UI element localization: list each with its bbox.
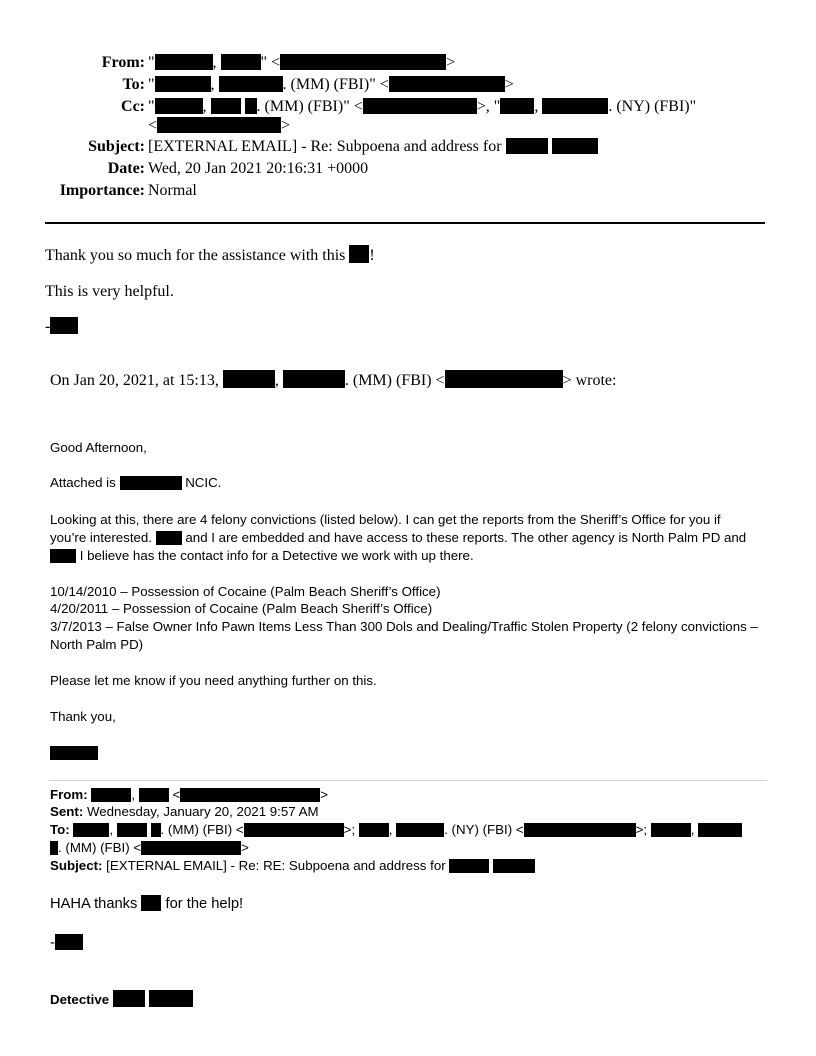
redaction-block xyxy=(50,317,78,334)
redaction-block xyxy=(219,76,283,92)
redaction-block xyxy=(651,823,691,837)
redaction-block xyxy=(223,370,275,388)
redaction-block xyxy=(359,823,389,837)
conviction-item: 4/20/2011 – Possession of Cocaine (Palm Beach Sheriff’s Office) xyxy=(50,601,433,616)
redaction-block xyxy=(156,531,182,545)
redaction-block xyxy=(244,823,344,837)
redaction-block xyxy=(221,54,261,70)
redaction-block xyxy=(211,98,241,114)
redaction-block xyxy=(91,788,131,802)
header-importance-row xyxy=(0,182,816,202)
conviction-item: 3/7/2013 – False Owner Info Pawn Items Less Than 300 Dols and Dealing/Traffic Stolen Property (2 felony convictions – xyxy=(50,619,758,634)
redaction-block xyxy=(120,476,182,490)
redaction-block xyxy=(542,98,608,114)
redaction-block xyxy=(283,370,345,388)
header-from-row xyxy=(0,54,816,74)
redaction-block xyxy=(389,76,505,92)
greeting: Good Afternoon, xyxy=(50,440,147,455)
redaction-block xyxy=(552,138,598,154)
redaction-block xyxy=(50,841,58,855)
conviction-item: 10/14/2010 – Possession of Cocaine (Palm Beach Sheriff’s Office) xyxy=(50,584,441,599)
from-value: " , " < > xyxy=(148,54,456,71)
convictions-para-line1: Looking at this, there are 4 felony convictions (listed below). I can get the reports from the Sheriff’s Office for you if xyxy=(50,512,721,527)
header-subject-row xyxy=(0,138,816,158)
further-line: Please let me know if you need anything further on this. xyxy=(50,673,377,688)
header-divider xyxy=(45,222,765,224)
to-value: " , . (MM) (FBI)" < > xyxy=(148,76,514,93)
redaction-block xyxy=(50,549,76,563)
convictions-para-line2: you’re interested. and I are embedded and have access to these reports. The other agency is North Palm PD and xyxy=(50,530,747,545)
redaction-block xyxy=(493,859,535,873)
redaction-block xyxy=(445,370,563,388)
cc-value-line2: < > xyxy=(148,117,291,134)
cc-value: " , . (MM) (FBI)" < >, " , . (NY) (FBI)" xyxy=(148,98,697,115)
importance-value: Normal xyxy=(148,182,197,199)
quoted-signature xyxy=(50,745,98,760)
redaction-block xyxy=(117,823,147,837)
forward-to-row-line2: . (MM) (FBI) < > xyxy=(50,840,249,855)
redaction-block xyxy=(73,823,109,837)
forward-sent-row: Sent: Wednesday, January 20, 2021 9:57 AM xyxy=(50,804,319,819)
header-cc-row xyxy=(0,98,816,118)
haha-line: HAHA thanks for the help! xyxy=(50,896,244,912)
thank-you-line: Thank you, xyxy=(50,709,116,724)
redaction-block xyxy=(180,788,320,802)
redaction-block xyxy=(245,98,257,114)
subject-value: [EXTERNAL EMAIL] - Re: Subpoena and address for xyxy=(148,138,598,156)
redaction-block xyxy=(50,746,98,760)
redaction-block xyxy=(280,54,446,70)
redaction-block xyxy=(55,934,83,950)
redaction-block xyxy=(349,245,369,263)
attached-line: Attached is NCIC. xyxy=(50,475,222,490)
subject-label: Subject: xyxy=(88,138,145,155)
date-label: Date: xyxy=(107,160,145,177)
quote-intro: On Jan 20, 2021, at 15:13, , . (MM) (FBI) < > wrote: xyxy=(50,372,617,389)
redaction-block xyxy=(157,117,281,133)
to-label: To: xyxy=(122,76,145,93)
redaction-block xyxy=(141,895,161,911)
forward-signature: - xyxy=(50,934,83,951)
redaction-block xyxy=(139,788,169,802)
thanks-line: Thank you so much for the assistance with this ! xyxy=(45,247,375,264)
redaction-block xyxy=(155,98,203,114)
header-to-row xyxy=(0,76,816,96)
redaction-block xyxy=(155,54,213,70)
redaction-block xyxy=(524,823,636,837)
reply-signature: - xyxy=(45,317,78,336)
conviction-item-cont: North Palm PD) xyxy=(50,637,144,652)
helpful-line: This is very helpful. xyxy=(45,283,174,300)
redaction-block xyxy=(149,990,193,1007)
header-date-row xyxy=(0,160,816,180)
redaction-block xyxy=(151,823,161,837)
redaction-block xyxy=(141,841,241,855)
detective-signature: Detective xyxy=(50,990,193,1007)
date-value: Wed, 20 Jan 2021 20:16:31 +0000 xyxy=(148,160,369,177)
redaction-block xyxy=(363,98,477,114)
redaction-block xyxy=(506,138,548,154)
redaction-block xyxy=(698,823,742,837)
convictions-para-line3: I believe has the contact info for a Detective we work with up there. xyxy=(50,548,474,563)
forward-to-row: To: , . (MM) (FBI) < >; , . (NY) (FBI) < >; , xyxy=(50,822,742,837)
redaction-block xyxy=(396,823,444,837)
redaction-block xyxy=(113,990,145,1007)
cc-label: Cc: xyxy=(121,98,145,115)
from-label: From: xyxy=(101,54,145,71)
redaction-block xyxy=(155,76,211,92)
forward-from-row: From: , < > xyxy=(50,787,329,802)
importance-label: Importance: xyxy=(59,182,145,199)
redaction-block xyxy=(449,859,489,873)
forward-subject-row: Subject: [EXTERNAL EMAIL] - Re: RE: Subpoena and address for xyxy=(50,858,535,873)
redaction-block xyxy=(500,98,534,114)
forward-divider xyxy=(49,780,767,781)
